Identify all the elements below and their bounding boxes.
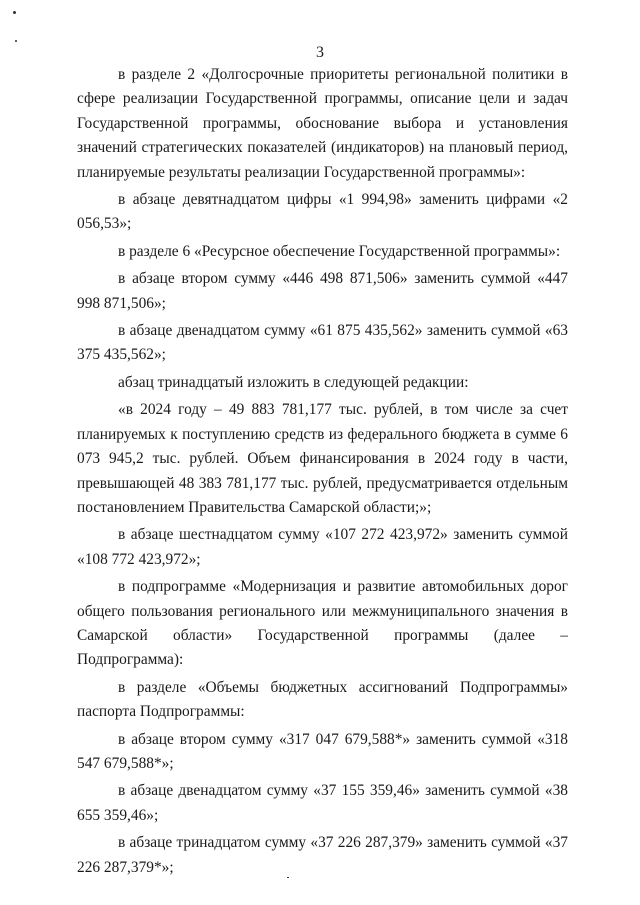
paragraph: в абзаце втором сумму «446 498 871,506» заменить суммой «447 998 871,506»;	[77, 270, 568, 312]
paragraph: в абзаце тринадцатом сумму «37 226 287,379» заменить суммой «37 226 287,379*»;	[77, 834, 568, 876]
paragraph: в разделе «Объемы бюджетных ассигнований Подпрограммы» паспорта Подпрограммы:	[77, 678, 568, 721]
paragraph: в абзаце шестнадцатом сумму «107 272 423,972» заменить суммой «108 772 423,972»;	[77, 526, 568, 568]
document-body	[77, 63, 568, 883]
paragraph: в абзаце двенадцатом сумму «37 155 359,46» заменить суммой «38 655 359,46»;	[77, 782, 568, 824]
paragraph: в разделе 6 «Ресурсное обеспечение Государственной программы»:	[118, 242, 561, 260]
scan-speck	[13, 11, 16, 14]
paragraph: в подпрограмме «Модернизация и развитие автомобильных дорог общего пользования регионального или межмуниципального значения в Самарской области» Государственной программы (далее – Подпрограмма):	[77, 578, 568, 669]
paragraph: в абзаце двенадцатом сумму «61 875 435,562» заменить суммой «63 375 435,562»;	[77, 322, 568, 364]
page-number: 3	[316, 44, 324, 61]
paragraph: абзац тринадцатый изложить в следующей редакции:	[118, 373, 469, 391]
paragraph: в абзаце девятнадцатом цифры «1 994,98» заменить цифрами «2 056,53»;	[77, 191, 568, 233]
paragraph: в разделе 2 «Долгосрочные приоритеты региональной политики в сфере реализации Государственной программы, описание цели и задач Государственной программы, обоснование выбора и установления значений стратегических показателей (индикаторов) на плановый период, планируемые результаты реализации Государственной программы»:	[77, 66, 568, 181]
paragraph: «в 2024 году – 49 883 781,177 тыс. рублей, в том числе за счет планируемых к поступлению средств из федерального бюджета в сумме 6 073 945,2 тыс. рублей. Объем финансирования в 2024 году в части, превышающей 48 383 781,177 тыс. рублей, предусматривается отдельным постановлением Правительства Самарской области;»;	[77, 401, 568, 516]
scan-speck	[15, 40, 17, 42]
paragraph: в абзаце втором сумму «317 047 679,588*» заменить суммой «318 547 679,588*»;	[77, 730, 568, 772]
